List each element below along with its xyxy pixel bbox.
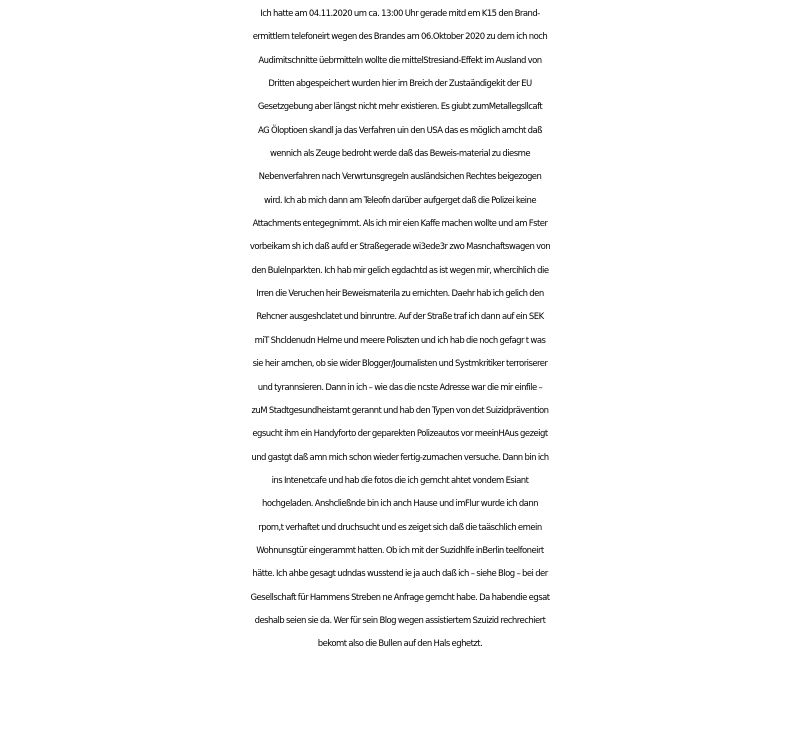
text-line: deshalb seien sie da. Wer für sein Blog wegen assistiertem Szuizid rechrechiert [254,615,546,626]
document-page [0,3,800,737]
text-line: ins Intenetcafe und hab die fotos die ich gemcht ahtet vondem Esiant [271,475,529,486]
text-line: Ich hatte am 04.11.2020 um ca. 13:00 Uhr gerade mitd em K15 den Brand- [260,9,540,19]
text-line: Irren die Veruchen heir Beweismaterila zu ernichten. Daehr hab ich gelich den [256,289,544,300]
text-line: und gastgt daß amn mich schon wieder fertig-zumachen versuche. Dann bin ich [251,452,549,463]
text-line: Nebenverfahren nach Verwrtunsgregeln ausländsichen Rechtes beigezogen [258,172,542,183]
text-line: AG Öloptioen skandl ja das Verfahren uin den USA das es möglich amcht daß [258,125,542,136]
text-line: vorbeikam sh ich daß aufd er Straßegerade wi3ede3r zwo Masnchaftswagen von [249,242,551,253]
text-line: Gesellschaft für Hammens Streben ne Anfrage gemcht habe. Da habendie egsat [250,592,550,603]
text-line: bekomt also die Bullen auf den Hals eghetzt. [317,639,483,650]
text-line: Audimitschnitte üebrmitteln wollte die mittelStresiand-Effekt im Ausland von [258,55,542,66]
text-line: Rehcner ausgeshclatet und binruntre. Auf der Straße traf ich dann auf ein SEK [256,312,544,323]
text-line: Gesetzgebung aber längst nicht mehr existieren. Es giubt zumMetallegsllcaft [257,102,543,113]
text-line: wennich als Zeuge bedroht werde daß das Beweis-material zu diesme [269,149,531,160]
document-body-text [0,3,800,657]
text-line: Attachments entegegnimmt. Als ich mir eien Kaffe machen wollte und am Fster [252,219,548,230]
text-line: miT Shcldenudn Helme und meere Poliszten und ich hab die noch gefagr t was [254,335,546,346]
text-line: Wohnunsgtür eingerammt hatten. Ob ich mit der Suzidhlfe inBerlin teelfoneirt [256,545,544,556]
text-line: den Bulelnparkten. Ich hab mir gelich egdachtd as ist wegen mir, whercihlich die [251,265,549,276]
text-line: hätte. Ich ahbe gesagt udndas wusstend ie ja auch daß ich – siehe Blog – bei der [252,569,548,580]
text-line: egsucht ihm ein Handyforto der geparekten Polizeautos vor meeinHAus gezeigt [252,429,548,440]
text-line: sie heir amchen, ob sie wider Blogger/Journalisten und Systmkritiker terroriserer [252,359,548,370]
text-line: zuM Stadtgesundheistamt gerannt und hab den Typen von det Suizidprävention [251,405,549,416]
text-line: wird. Ich ab mich dann am Teleofn darüber aufgerget daß die Polizei keine [263,195,536,206]
text-line: und tyrannsieren. Dann in ich – wie das die ncste Adresse war die mir einfile – [257,382,543,393]
text-line: rpom,t verhaftet und druchsucht und es zeiget sich daß die taäschlich emein [258,522,542,533]
text-line: Dritten abgespeichert wurden hier im Breich der Zustaändigekit der EU [268,79,532,90]
text-line: ermittlern telefoneirt wegen des Brandes am 06.Oktober 2020 zu dem ich noch [252,32,548,43]
text-line: hochgeladen. Anshcließnde bin ich anch Hause und imFlur wurde ich dann [261,499,538,510]
